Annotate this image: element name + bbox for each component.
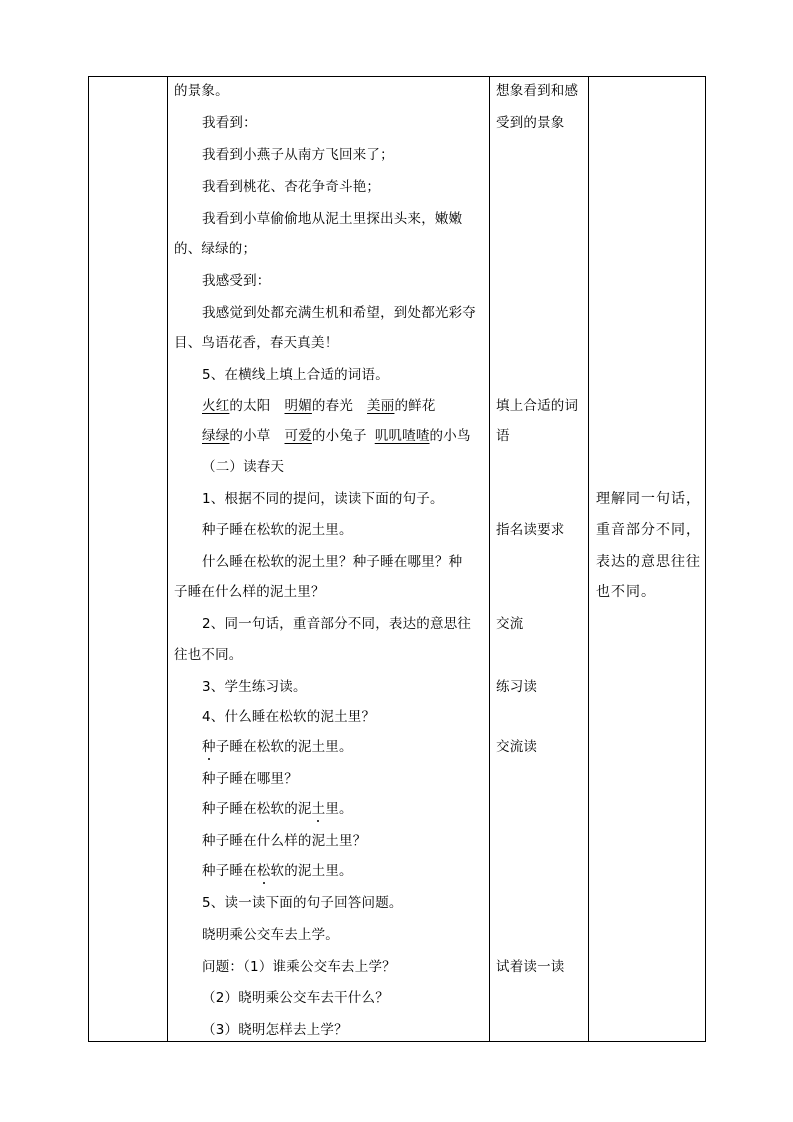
text-line: 问题：（1）谁乘公交车去上学？ xyxy=(202,959,396,975)
empty-left-cell xyxy=(89,77,167,1041)
word-fill-row xyxy=(202,397,436,415)
text-line: 2、同一句话，重音部分不同，表达的意思往 xyxy=(202,616,472,632)
text-line: （3）晓明怎样去上学？ xyxy=(202,1022,348,1038)
text-line: 种子睡在什么样的泥土里？ xyxy=(202,833,367,849)
text-line: 4、什么睡在松软的泥土里？ xyxy=(202,709,376,725)
activity-text: 练习读 xyxy=(496,679,538,695)
filled-word: 叽叽喳喳 xyxy=(374,428,430,444)
filled-word: 美丽 xyxy=(367,398,395,414)
filled-word: 可爱 xyxy=(284,428,312,444)
text-line: 种子睡在松软的泥土里。 xyxy=(202,739,353,755)
text-line: 我看到小草偷偷地从泥土里探出头来，嫩嫩 xyxy=(202,211,463,227)
stress-mark: 土 xyxy=(311,801,326,817)
activity-cell xyxy=(490,77,588,1041)
intent-text: 也不同。 xyxy=(596,584,656,600)
word-phrase: 的春光 xyxy=(311,398,354,414)
text-line: （2）晓明乘公交车去干什么？ xyxy=(202,990,389,1006)
text-line: 5、在横线上填上合适的词语。 xyxy=(202,367,389,383)
text-line: 目、鸟语花香，春天真美！ xyxy=(174,335,339,351)
text-line: 种子睡在松软的泥土里。 xyxy=(202,863,353,879)
intent-text: 重音部分不同， xyxy=(596,522,701,538)
text-line: 往也不同。 xyxy=(174,647,243,663)
activity-text: 语 xyxy=(496,428,510,444)
text-line: 我感觉到处都充满生机和希望，到处都光彩夺 xyxy=(202,305,476,321)
activity-text: 想象看到和感 xyxy=(496,83,579,99)
stress-mark: 种 xyxy=(202,739,216,755)
text-line: 晓明乘公交车去上学。 xyxy=(202,927,339,943)
text-line: 种子睡在松软的泥土里。 xyxy=(202,522,353,538)
text-line: 我看到小燕子从南方飞回来了； xyxy=(202,147,394,163)
text-line: 种子睡在松软的泥土里。 xyxy=(202,801,353,817)
activity-text: 受到的景象 xyxy=(496,115,565,131)
filled-word: 绿绿 xyxy=(202,428,230,444)
activity-text: 试着读一读 xyxy=(496,959,565,975)
word-phrase: 的小鸟 xyxy=(429,428,471,444)
text-line: 我看到桃花、杏花争奇斗艳； xyxy=(202,179,381,195)
activity-text: 指名读要求 xyxy=(496,522,565,538)
activity-text: 交流 xyxy=(496,616,524,632)
text-line: 5、读一读下面的句子回答问题。 xyxy=(202,895,403,911)
text-line: 3、学生练习读。 xyxy=(202,679,307,695)
text-line: 什么睡在松软的泥土里？种子睡在哪里？种 xyxy=(202,554,463,570)
intent-text: 表达的意思往往 xyxy=(596,554,701,570)
text-line: 种子睡在哪里？ xyxy=(202,771,298,787)
main-content-cell xyxy=(169,77,489,1041)
word-phrase: 的小兔子 xyxy=(311,428,367,444)
filled-word: 明媚 xyxy=(284,398,312,414)
word-fill-row xyxy=(202,427,471,445)
intent-cell xyxy=(589,77,706,1041)
word-phrase: 的小草 xyxy=(229,428,271,444)
column-divider xyxy=(167,77,168,1041)
text-line: 的景象。 xyxy=(174,83,229,99)
intent-text: 理解同一句话， xyxy=(596,491,701,507)
filled-word: 火红 xyxy=(202,398,230,414)
section-heading: （二）读春天 xyxy=(202,459,285,475)
text-line: 1、根据不同的提问，读读下面的句子。 xyxy=(202,491,444,507)
lesson-plan-table xyxy=(88,76,706,1042)
text-line: 的、绿绿的； xyxy=(174,241,257,257)
activity-text: 交流读 xyxy=(496,739,538,755)
stress-mark: 松 xyxy=(256,863,271,879)
activity-text: 填上合适的词 xyxy=(496,398,579,414)
word-phrase: 的太阳 xyxy=(229,398,271,414)
word-phrase: 的鲜花 xyxy=(394,398,436,414)
text-line: 我感受到： xyxy=(202,273,271,289)
text-line: 子睡在什么样的泥土里？ xyxy=(174,584,325,600)
text-line: 我看到： xyxy=(202,115,257,131)
